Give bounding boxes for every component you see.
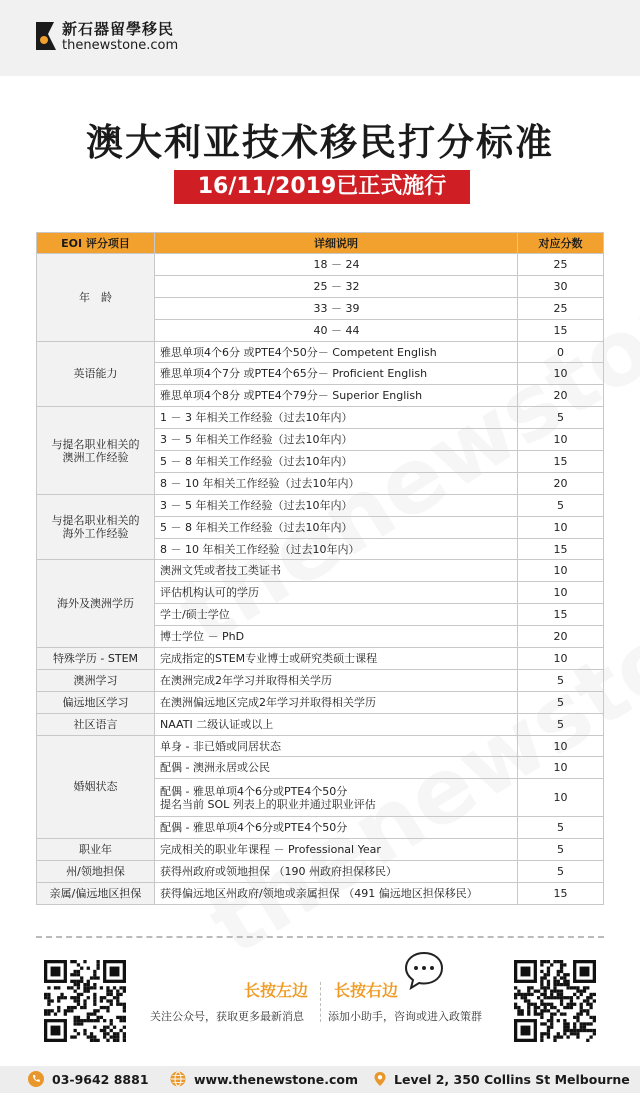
points-cell: 30 (518, 275, 604, 297)
footer-address[interactable]: Level 2, 350 Collins St Melbourne (394, 1072, 630, 1087)
category-cell: 亲属/偏远地区担保 (37, 883, 155, 905)
detail-cell: NAATI 二级认证或以上 (155, 713, 518, 735)
category-cell: 英语能力 (37, 341, 155, 407)
press-right-label: 长按右边 (334, 981, 399, 1000)
detail-cell: 完成相关的职业年课程 － Professional Year (155, 839, 518, 861)
category-cell: 海外及澳洲学历 (37, 560, 155, 648)
detail-cell: 单身 - 非已婚或同居状态 (155, 735, 518, 757)
logo-text-en: thenewstone.com (62, 38, 179, 53)
detail-cell: 5 － 8 年相关工作经验（过去10年内） (155, 516, 518, 538)
press-left-label: 长按左边 (244, 981, 309, 1000)
points-cell: 20 (518, 626, 604, 648)
table-row (37, 691, 604, 713)
detail-cell: 获得州政府或领地担保 （190 州政府担保移民） (155, 861, 518, 883)
table-row (37, 648, 604, 670)
points-cell: 10 (518, 560, 604, 582)
detail-cell: 8 － 10 年相关工作经验（过去10年内） (155, 472, 518, 494)
promo-separator (320, 982, 321, 1022)
dashed-divider (36, 936, 604, 938)
category-cell: 婚姻状态 (37, 735, 155, 839)
points-table (36, 232, 604, 905)
qr-code-left[interactable] (44, 960, 126, 1042)
detail-cell: 配偶 - 雅思单项4个6分或PTE4个50分 提名当前 SOL 列表上的职业并通过职业评估 (155, 779, 518, 817)
points-cell: 5 (518, 494, 604, 516)
footer-bar (0, 1066, 640, 1093)
detail-cell: 8 － 10 年相关工作经验（过去10年内） (155, 538, 518, 560)
detail-cell: 配偶 - 雅思单项4个6分或PTE4个50分 (155, 817, 518, 839)
points-cell: 5 (518, 861, 604, 883)
points-cell: 5 (518, 839, 604, 861)
table-row (37, 713, 604, 735)
points-cell: 15 (518, 604, 604, 626)
detail-cell: 40 － 44 (155, 319, 518, 341)
category-cell: 年 龄 (37, 254, 155, 342)
table-row (37, 407, 604, 429)
points-cell: 0 (518, 341, 604, 363)
points-cell: 15 (518, 883, 604, 905)
points-cell: 10 (518, 429, 604, 451)
points-cell: 5 (518, 713, 604, 735)
detail-cell: 18 － 24 (155, 254, 518, 276)
detail-cell: 评估机构认可的学历 (155, 582, 518, 604)
detail-cell: 在澳洲完成2年学习并取得相关学历 (155, 669, 518, 691)
footer-website[interactable]: www.thenewstone.com (194, 1072, 359, 1087)
points-cell: 10 (518, 516, 604, 538)
detail-cell: 学士/硕士学位 (155, 604, 518, 626)
category-cell: 州/领地担保 (37, 861, 155, 883)
category-cell: 与提名职业相关的 海外工作经验 (37, 494, 155, 560)
footer-phone[interactable]: 03-9642 8881 (52, 1072, 149, 1087)
header-bar (0, 0, 640, 76)
points-cell: 20 (518, 385, 604, 407)
points-cell: 5 (518, 817, 604, 839)
points-cell: 20 (518, 472, 604, 494)
detail-cell: 雅思单项4个8分 或PTE4个79分－ Superior English (155, 385, 518, 407)
points-cell: 10 (518, 779, 604, 817)
logo-mark-icon (34, 20, 58, 52)
category-cell: 与提名职业相关的 澳洲工作经验 (37, 407, 155, 495)
detail-cell: 完成指定的STEM专业博士或研究类硕士课程 (155, 648, 518, 670)
header-detail: 详细说明 (155, 233, 518, 254)
table-row (37, 883, 604, 905)
table-row (37, 254, 604, 276)
header-category: EOI 评分项目 (37, 233, 155, 254)
detail-cell: 1 － 3 年相关工作经验（过去10年内） (155, 407, 518, 429)
press-left-note: 关注公众号，获取更多最新消息 (150, 1010, 304, 1023)
category-cell: 职业年 (37, 839, 155, 861)
category-cell: 偏远地区学习 (37, 691, 155, 713)
detail-cell: 雅思单项4个7分 或PTE4个65分－ Proficient English (155, 363, 518, 385)
detail-cell: 雅思单项4个6分 或PTE4个50分－ Competent English (155, 341, 518, 363)
detail-cell: 3 － 5 年相关工作经验（过去10年内） (155, 494, 518, 516)
location-pin-icon (372, 1071, 388, 1087)
detail-cell: 澳洲文凭或者技工类证书 (155, 560, 518, 582)
logo[interactable] (34, 18, 184, 58)
page-title: 澳大利亚技术移民打分标准 (86, 121, 554, 164)
points-cell: 15 (518, 319, 604, 341)
points-cell: 25 (518, 254, 604, 276)
detail-cell: 在澳洲偏远地区完成2年学习并取得相关学历 (155, 691, 518, 713)
table-row (37, 735, 604, 757)
detail-cell: 3 － 5 年相关工作经验（过去10年内） (155, 429, 518, 451)
press-right-note: 添加小助手，咨询或进入政策群 (328, 1010, 482, 1023)
points-cell: 5 (518, 669, 604, 691)
points-cell: 10 (518, 363, 604, 385)
category-cell: 澳洲学习 (37, 669, 155, 691)
globe-icon (170, 1071, 186, 1087)
points-cell: 25 (518, 297, 604, 319)
logo-text-cn: 新石器留學移民 (62, 20, 175, 38)
table-row (37, 560, 604, 582)
points-cell: 10 (518, 648, 604, 670)
table-row (37, 494, 604, 516)
points-cell: 15 (518, 538, 604, 560)
detail-cell: 获得偏远地区州政府/领地或亲属担保 （491 偏远地区担保移民） (155, 883, 518, 905)
table-header-row (37, 233, 604, 254)
detail-cell: 33 － 39 (155, 297, 518, 319)
points-cell: 5 (518, 407, 604, 429)
table-row (37, 669, 604, 691)
detail-cell: 25 － 32 (155, 275, 518, 297)
qr-code-right[interactable] (514, 960, 596, 1042)
detail-cell: 5 － 8 年相关工作经验（过去10年内） (155, 451, 518, 473)
table-row (37, 839, 604, 861)
detail-cell: 博士学位 － PhD (155, 626, 518, 648)
header-points: 对应分数 (518, 233, 604, 254)
table-row (37, 341, 604, 363)
effective-date-banner: 16/11/2019已正式施行 (174, 170, 470, 204)
points-cell: 10 (518, 735, 604, 757)
points-cell: 5 (518, 691, 604, 713)
points-cell: 10 (518, 582, 604, 604)
phone-icon (28, 1071, 44, 1087)
chat-bubble-icon (403, 950, 445, 990)
table-body (37, 254, 604, 905)
category-cell: 社区语言 (37, 713, 155, 735)
table-row (37, 861, 604, 883)
points-cell: 15 (518, 451, 604, 473)
category-cell: 特殊学历 - STEM (37, 648, 155, 670)
detail-cell: 配偶 - 澳洲永居或公民 (155, 757, 518, 779)
points-cell: 10 (518, 757, 604, 779)
